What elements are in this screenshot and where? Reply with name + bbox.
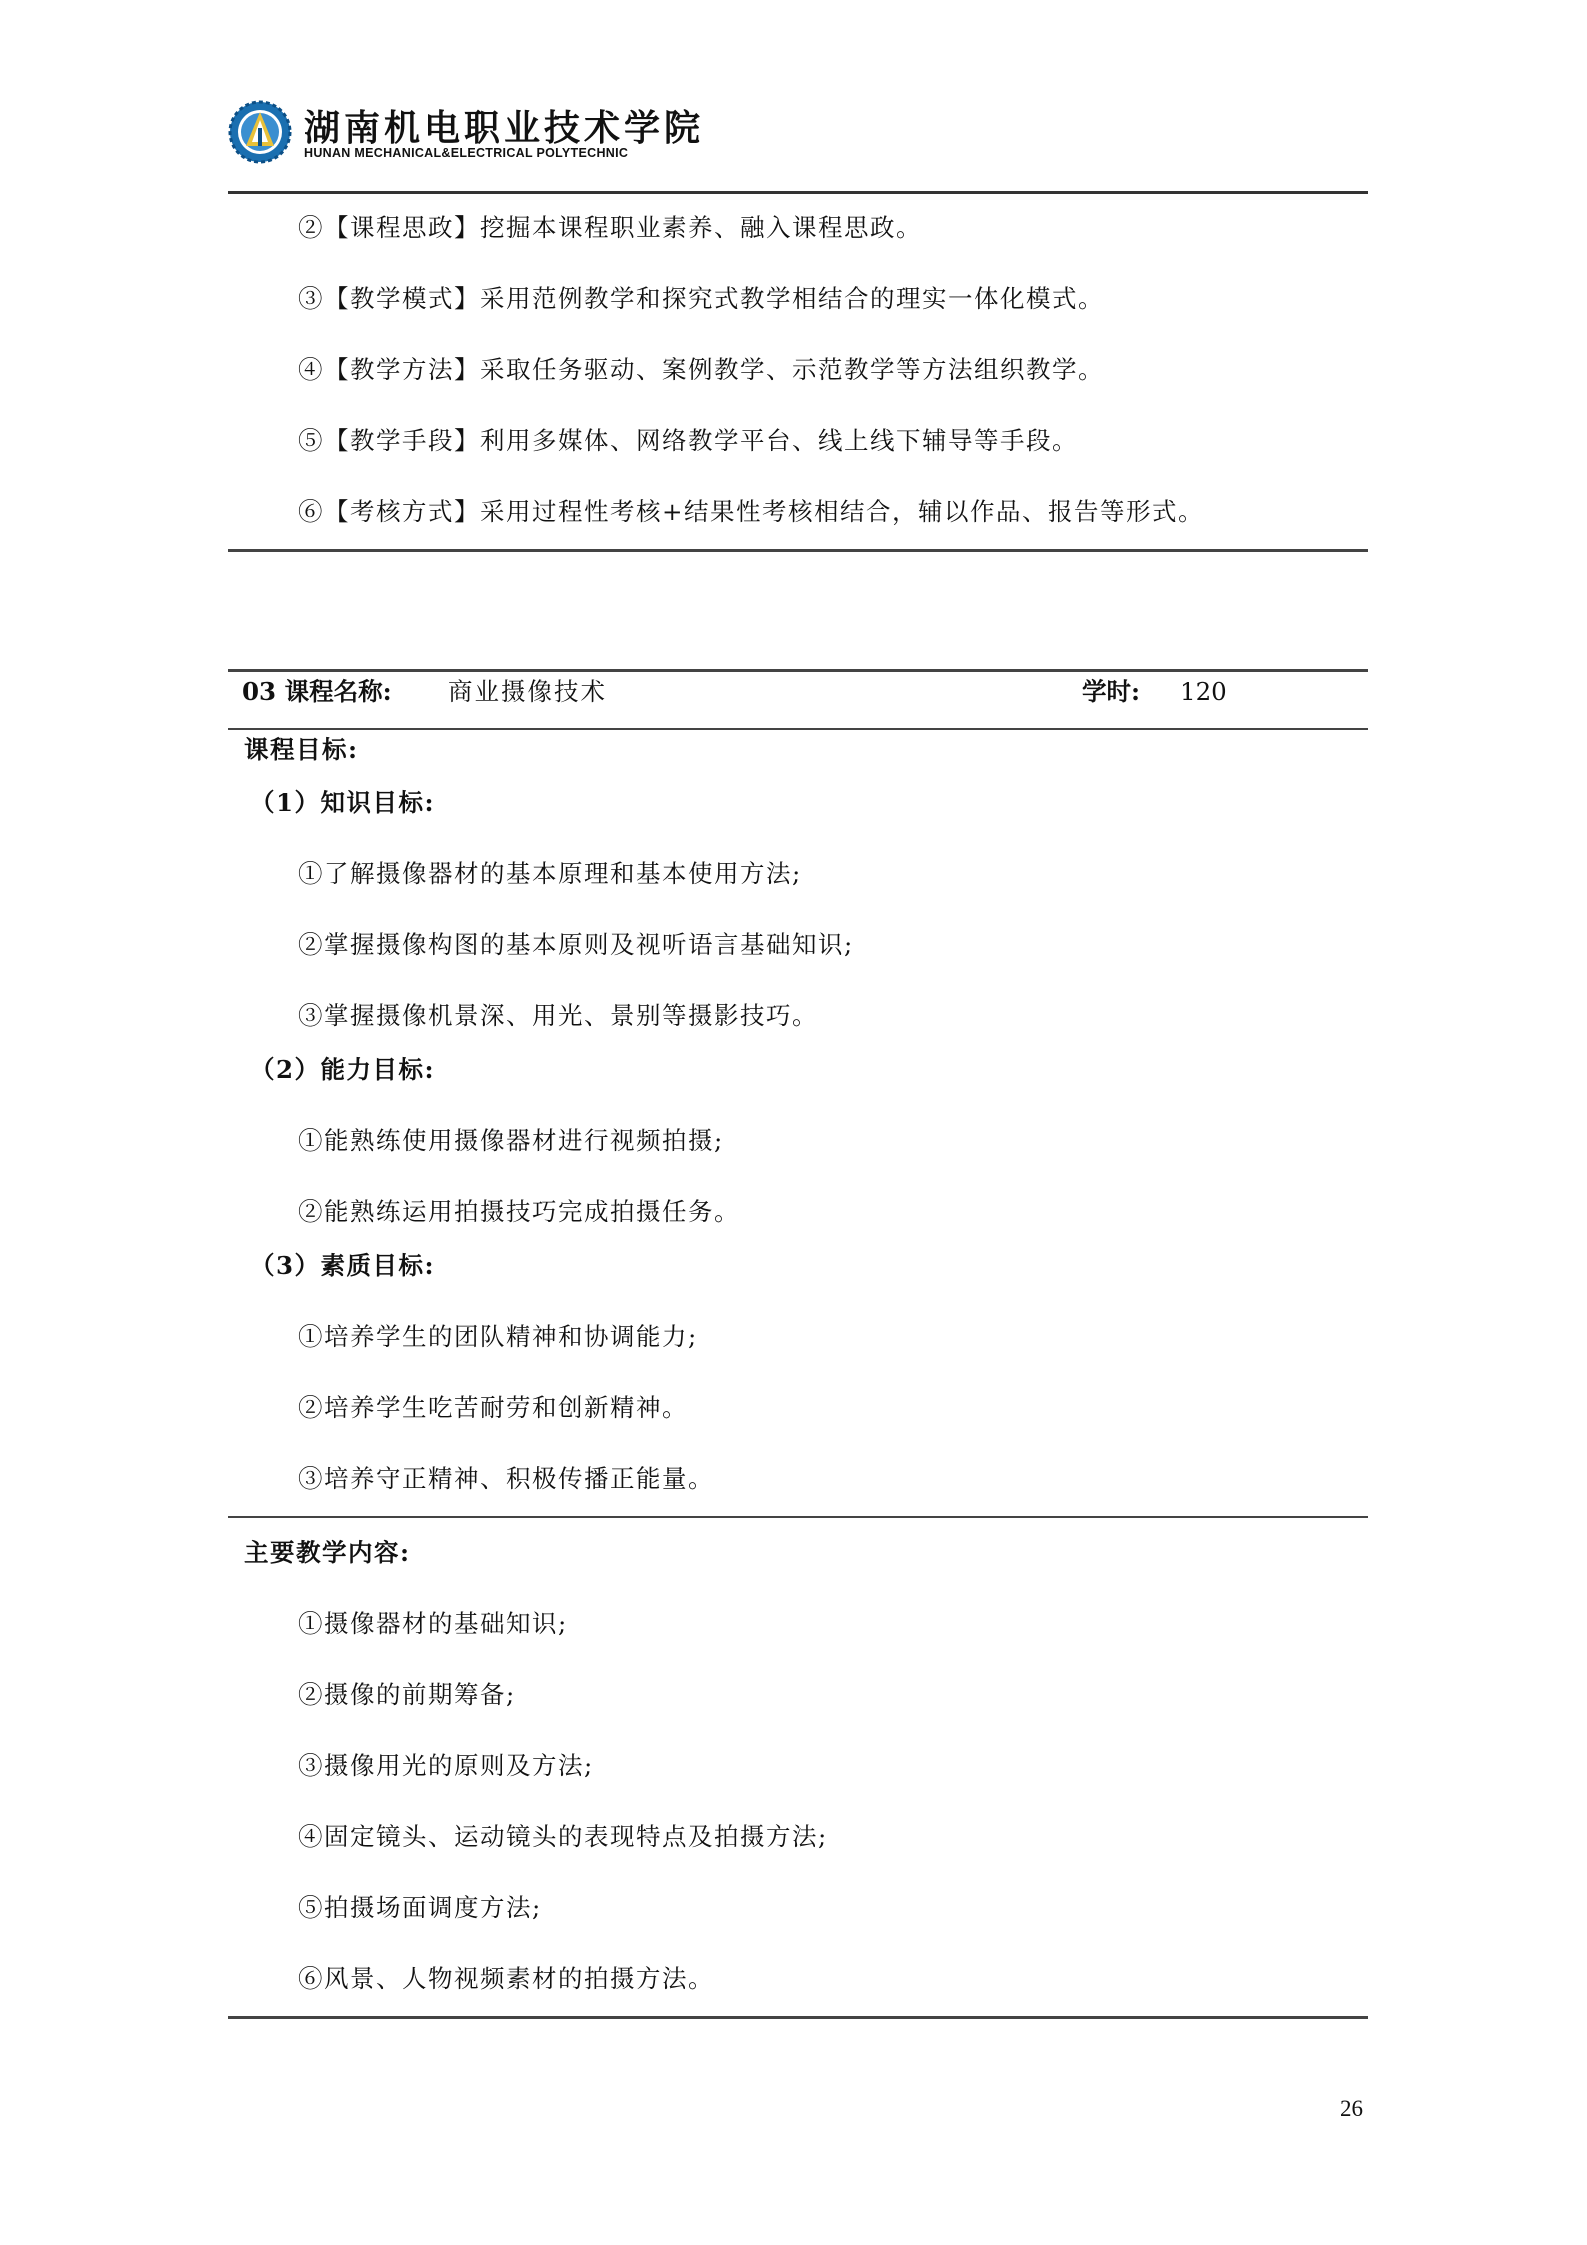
quality-item: ③培养守正精神、积极传播正能量。: [298, 1464, 714, 1493]
quality-item: ②培养学生吃苦耐劳和创新精神。: [298, 1393, 688, 1422]
prev-course-item: ⑤【教学手段】利用多媒体、网络教学平台、线上线下辅导等手段。: [298, 426, 1078, 455]
quality-item: ①培养学生的团队精神和协调能力;: [298, 1322, 698, 1351]
course-hours-label: 学时:: [1082, 677, 1141, 706]
school-name-en: HUNAN MECHANICAL&ELECTRICAL POLYTECHNIC: [304, 146, 629, 160]
section-divider: [228, 549, 1368, 552]
knowledge-item: ②掌握摄像构图的基本原则及视听语言基础知识;: [298, 930, 854, 959]
prev-course-item: ⑥【考核方式】采用过程性考核+结果性考核相结合，辅以作品、报告等形式。: [298, 497, 1205, 526]
knowledge-item: ①了解摄像器材的基本原理和基本使用方法;: [298, 859, 802, 888]
course-table-bottom-rule: [228, 2016, 1368, 2019]
course-table-top-rule: [228, 669, 1368, 672]
header-divider: [228, 191, 1368, 194]
ability-item: ①能熟练使用摄像器材进行视频拍摄;: [298, 1126, 724, 1155]
ability-title: （2）能力目标:: [250, 1055, 436, 1084]
prev-course-item: ③【教学模式】采用范例教学和探究式教学相结合的理实一体化模式。: [298, 284, 1104, 313]
content-title: 主要教学内容:: [244, 1538, 411, 1567]
objectives-title: 课程目标:: [244, 735, 359, 764]
content-item: ②摄像的前期筹备;: [298, 1680, 516, 1709]
ability-item: ②能熟练运用拍摄技巧完成拍摄任务。: [298, 1197, 740, 1226]
course-name-label: 03 课程名称:: [242, 677, 392, 706]
content-item: ⑤拍摄场面调度方法;: [298, 1893, 542, 1922]
content-item: ⑥风景、人物视频素材的拍摄方法。: [298, 1964, 714, 1993]
prev-course-item: ②【课程思政】挖掘本课程职业素养、融入课程思政。: [298, 213, 922, 242]
content-item: ①摄像器材的基础知识;: [298, 1609, 568, 1638]
page-header: [228, 96, 1368, 191]
knowledge-title: （1）知识目标:: [250, 788, 436, 817]
content-item: ③摄像用光的原则及方法;: [298, 1751, 594, 1780]
course-table-row-rule: [228, 728, 1368, 730]
school-name-cn: 湖南机电职业技术学院: [304, 107, 705, 149]
course-hours-value: 120: [1180, 677, 1227, 706]
quality-title: （3）素质目标:: [250, 1251, 436, 1280]
course-name-value: 商业摄像技术: [448, 677, 607, 706]
content-item: ④固定镜头、运动镜头的表现特点及拍摄方法;: [298, 1822, 828, 1851]
prev-course-item: ④【教学方法】采取任务驱动、案例教学、示范教学等方法组织教学。: [298, 355, 1104, 384]
content-divider: [228, 1516, 1368, 1518]
page-number: 26: [1340, 2096, 1363, 2121]
knowledge-item: ③掌握摄像机景深、用光、景别等摄影技巧。: [298, 1001, 818, 1030]
school-emblem-icon: [228, 100, 292, 164]
